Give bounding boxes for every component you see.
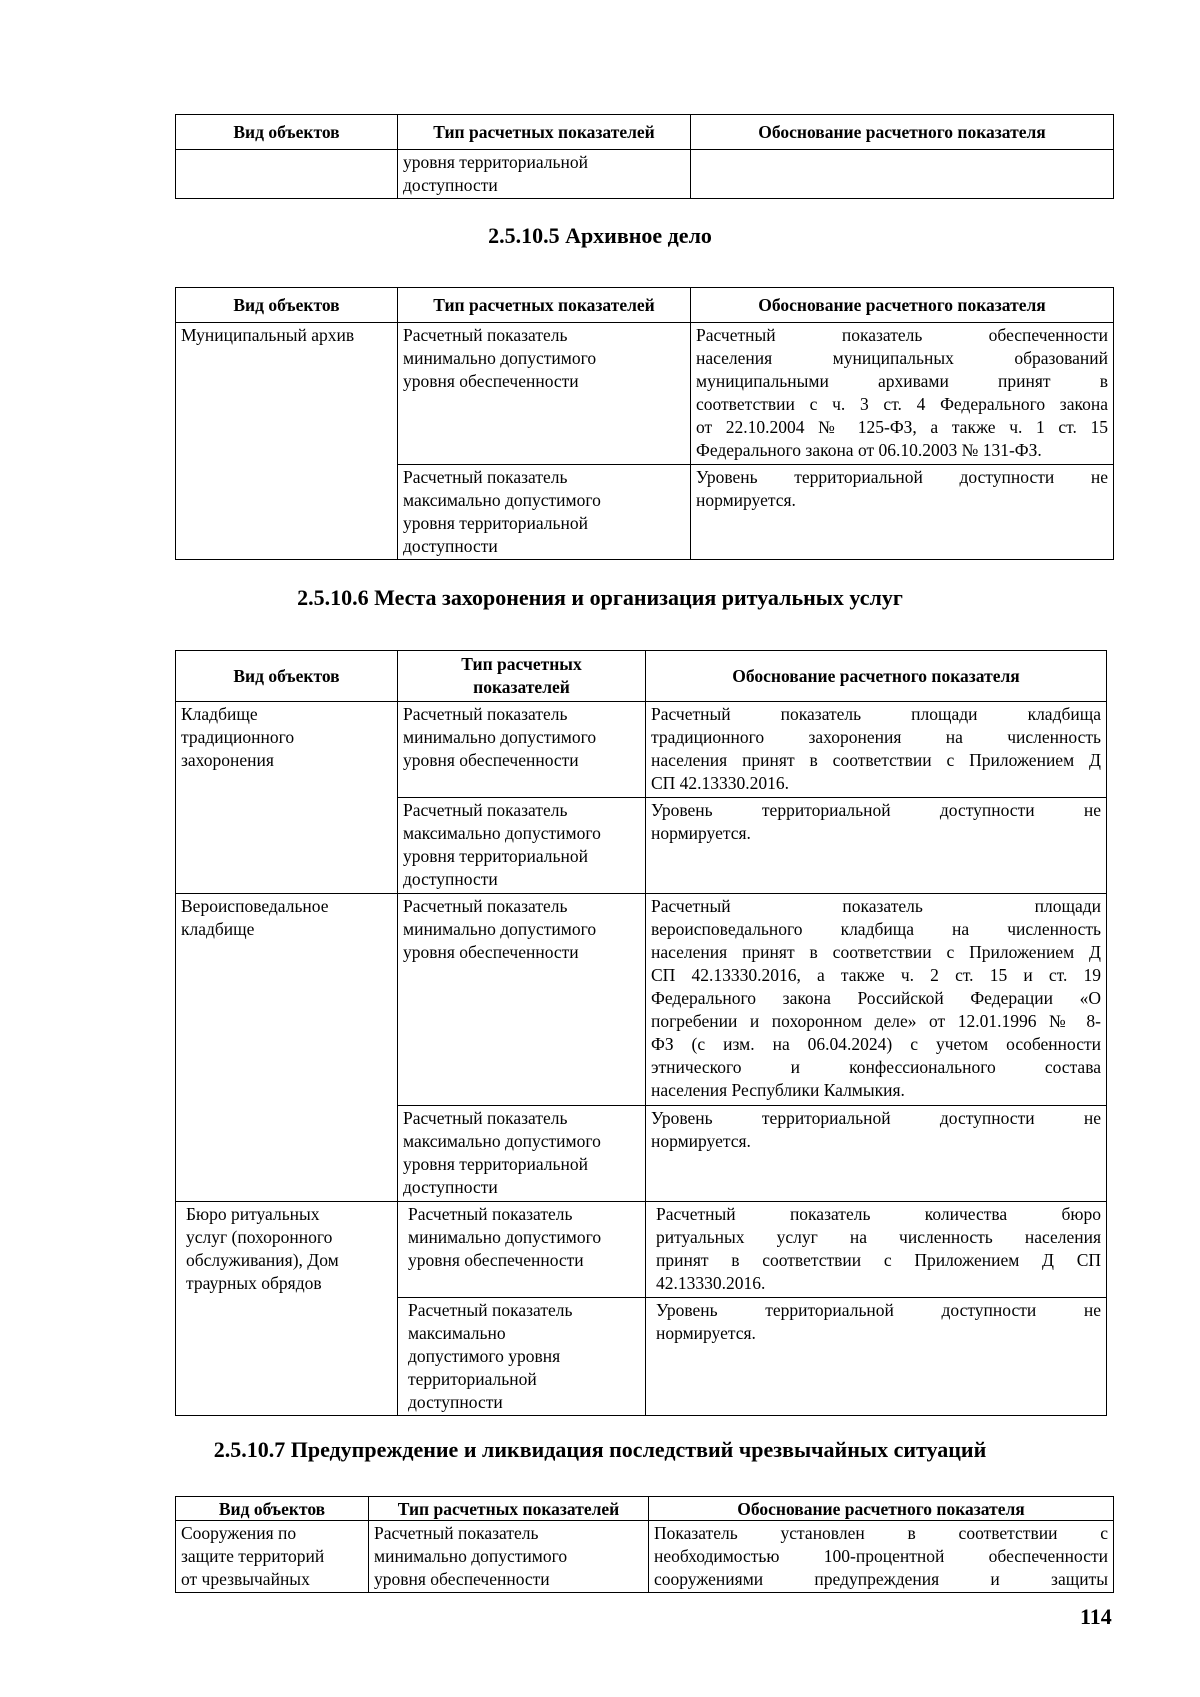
indicator-cell: Расчетный показатель минимально допустимого уровня обеспеченности xyxy=(398,894,646,1106)
table-continued xyxy=(175,114,1114,199)
table-row xyxy=(176,150,1114,199)
header-indicator-type: Тип расчетных показателей xyxy=(398,288,691,323)
page-number: 114 xyxy=(1080,1604,1112,1629)
header-indicator-type: Тип расчетных показателей xyxy=(398,651,646,702)
table-row xyxy=(176,1202,1107,1298)
object-cell: Вероисповедальное кладбище xyxy=(176,894,398,1202)
basis-cell: Показатель установлен в соответствии с необходимостью 100-процентной обеспеченности сооружениями предупреждения и защиты xyxy=(649,1521,1114,1593)
table-emergency xyxy=(175,1496,1114,1593)
table-burial xyxy=(175,650,1107,1416)
basis-cell: Уровень территориальной доступности не нормируется. xyxy=(646,1106,1107,1202)
table-row xyxy=(176,323,1114,465)
header-indicator-type: Тип расчетных показателей xyxy=(398,115,691,150)
object-cell: Бюро ритуальных услуг (похоронного обслуживания), Дом траурных обрядов xyxy=(176,1202,398,1416)
indicator-cell: Расчетный показатель максимально допустимого уровня территориальной доступности xyxy=(398,1298,646,1416)
basis-cell: Расчетный показатель количества бюро ритуальных услуг на численность населения принят в соответствии с Приложением Д СП 42.13330.2016. xyxy=(646,1202,1107,1298)
basis-cell: Расчетный показатель обеспеченности населения муниципальных образований муниципальными архивами принят в соответствии с ч. 3 ст. 4 Федерального закона от 22.10.2004 № 125-ФЗ, а также ч. 1 ст. 15 Федерального закона от 06.10.2003 № 131-ФЗ. xyxy=(691,323,1114,465)
table-row xyxy=(176,702,1107,798)
header-object-type: Вид объектов xyxy=(176,115,398,150)
header-indicator-type: Тип расчетных показателей xyxy=(369,1497,649,1521)
indicator-cell: Расчетный показатель максимально допустимого уровня территориальной доступности xyxy=(398,1106,646,1202)
indicator-cell: Расчетный показатель максимально допустимого уровня территориальной доступности xyxy=(398,798,646,894)
basis-cell: Уровень территориальной доступности не нормируется. xyxy=(646,798,1107,894)
table-row xyxy=(176,894,1107,1106)
section-title-emergency: 2.5.10.7 Предупреждение и ликвидация последствий чрезвычайных ситуаций xyxy=(213,1437,987,1462)
basis-cell: Расчетный показатель площади кладбища традиционного захоронения на численность населения принят в соответствии с Приложением Д СП 42.13330.2016. xyxy=(646,702,1107,798)
header-indicator-basis: Обоснование расчетного показателя xyxy=(646,651,1107,702)
header-object-type: Вид объектов xyxy=(176,1497,369,1521)
table-header-row xyxy=(176,1497,1114,1521)
basis-cell: Расчетный показатель площади вероисповедального кладбища на численность населения принят в соответствии с Приложением Д СП 42.13330.2016, а также ч. 2 ст. 15 и ст. 19 Федерального закона Российской Федерации «О погребении и похоронном деле» от 12.01.1996 № 8- ФЗ (с изм. на 06.04.2024) с учетом особенности этнического и конфессионального состава населения Республики Калмыкия. xyxy=(646,894,1107,1106)
header-indicator-basis: Обоснование расчетного показателя xyxy=(691,115,1114,150)
indicator-cell: Расчетный показатель минимально допустимого уровня обеспеченности xyxy=(369,1521,649,1593)
indicator-cell: уровня территориальной доступности xyxy=(398,150,691,199)
section-title-archive: 2.5.10.5 Архивное дело xyxy=(488,223,712,248)
table-row xyxy=(176,1521,1114,1593)
basis-cell: Уровень территориальной доступности не нормируется. xyxy=(646,1298,1107,1416)
indicator-cell: Расчетный показатель минимально допустимого уровня обеспеченности xyxy=(398,702,646,798)
indicator-cell: Расчетный показатель минимально допустимого уровня обеспеченности xyxy=(398,323,691,465)
indicator-cell: Расчетный показатель максимально допустимого уровня территориальной доступности xyxy=(398,465,691,560)
table-archive xyxy=(175,287,1114,560)
object-cell: Сооружения по защите территорий от чрезвычайных xyxy=(176,1521,369,1593)
table-header-row xyxy=(176,651,1107,702)
header-indicator-basis: Обоснование расчетного показателя xyxy=(649,1497,1114,1521)
object-cell: Муниципальный архив xyxy=(176,323,398,560)
table-header-row xyxy=(176,115,1114,150)
header-object-type: Вид объектов xyxy=(176,651,398,702)
header-indicator-basis: Обоснование расчетного показателя xyxy=(691,288,1114,323)
basis-cell: Уровень территориальной доступности не нормируется. xyxy=(691,465,1114,560)
basis-cell xyxy=(691,150,1114,199)
indicator-cell: Расчетный показатель минимально допустимого уровня обеспеченности xyxy=(398,1202,646,1298)
table-header-row xyxy=(176,288,1114,323)
object-cell xyxy=(176,150,398,199)
object-cell: Кладбище традиционного захоронения xyxy=(176,702,398,894)
header-object-type: Вид объектов xyxy=(176,288,398,323)
section-title-burial: 2.5.10.6 Места захоронения и организация ритуальных услуг xyxy=(297,585,903,610)
